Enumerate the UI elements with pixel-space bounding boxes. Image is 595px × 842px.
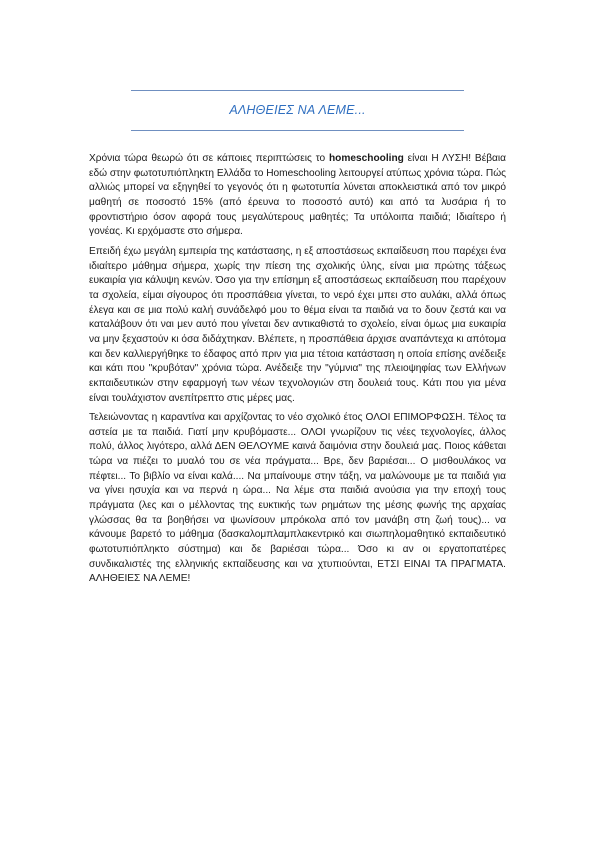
- paragraph-1-rest: είναι Η ΛΥΣΗ! Βέβαια εδώ στην φωτοτυπιόπληκτη Ελλάδα το Homeschooling λειτουργεί ατύπως χρόνια τώρα. Πώς αλλιώς μπορεί να εξηγηθεί το γεγονός ότι η φωτοτυπία λύνεται αποκλειστικά από τον μικρό μαθητή σε ποσοστό 15% (από έρευνα το ποσοστό αυτό) και από τα λυσάρια ή το φροντιστήριο όσον αφορά τους μεγαλύτερους μαθητές; Τα υπόλοιπα παιδιά; Ιδιαίτερο ή γονέας. Κι ερχόμαστε στο σήμερα.: [89, 153, 506, 238]
- paragraph-1: [89, 152, 506, 240]
- paragraph-1-start: Χρόνια τώρα θεωρώ ότι σε κάποιες περιπτώσεις το: [89, 153, 329, 164]
- paragraph-3: Τελειώνοντας η καραντίνα και αρχίζοντας το νέο σχολικό έτος ΟΛΟΙ ΕΠΙΜΟΡΦΩΣΗ. Τέλος τα αστεία με τα παιδιά. Γιατί μην κρυβόμαστε... ΟΛΟΙ γνωρίζουν τις νέες τεχνολογίες, άλλος πολύ, άλλος λιγότερο, αλλά ΔΕΝ ΘΕΛΟΥΜΕ καινά δαιμόνια στην δουλειά μας. Ποιος κάθεται τώρα να πιέζει το μυαλό του σε νέα πράγματα... Βρε, δεν βαριέσαι... Ο μισθουλάκος να πέφτει... Το βιβλίο να είναι καλά.... Να μπαίνουμε στην τάξη, να μαλώνουμε με τα παιδιά για να γίνει ησυχία και να περνά η ώρα... Να λέμε στα παιδιά ανούσια για την εποχή τους πράγματα (λες και ο μέλλοντας της ευκτικής των ρημάτων της μέσης φωνής της αρχαίας γλώσσας θα τα βοηθήσει να ψωνίσουν μπρόκολα από τον μανάβη στη ζωή τους)... να κάνουμε βαρετό το μάθημα (δασκαλομπλαμπλακεντρικό και σιωπηλομαθητικό εκπαιδευτικό φωτοτυπιόπληκτο σύστημα) και δε βαριέσαι τώρα... Όσο κι αν οι εργατοπατέρες συνδικαλιστές της ελληνικής εκπαίδευσης και να χτυπιούνται, ΕΤΣΙ ΕΙΝΑΙ ΤΑ ΠΡΑΓΜΑΤΑ. ΑΛΗΘΕΙΕΣ ΝΑ ΛΕΜΕ!: [89, 412, 506, 585]
- paragraph-2: Επειδή έχω μεγάλη εμπειρία της κατάστασης, η εξ αποστάσεως εκπαίδευση που παρέχει ένα ιδιαίτερο μάθημα σήμερα, χωρίς την πίεση της σχολικής ύλης, είναι μια πρώτης τάξεως ευκαιρία για κάλυψη κενών. Όσο για την επίσημη εξ αποστάσεως εκπαίδευση που παρέχουν τα σχολεία, είμαι σίγουρος ότι προσπάθεια γίνεται, το νερό έχει μπει στο αυλάκι, αλλά όπως έλεγα και σε μια πολύ καλή συνάδελφό μου το θέμα είναι τα παιδιά να το δουν ζεστά και να καταλάβουν ότι ναι μεν αυτό που γίνεται δεν αντικαθιστά το σχολείο, είναι όμως μια ευκαιρία να μην ξεχαστούν κι όσα διδάχτηκαν. Βλέπετε, η προσπάθεια άρχισε αναπάντεχα κι απότομα και δεν καλλιεργήθηκε το έδαφος από πριν για μια τέτοια κατάσταση η οποία επίσης ανέδειξε και κάτι που "κρυβόταν" χρόνια τώρα. Ανέδειξε την "γύμνια" της πλειοψηφίας των Ελλήνων εκπαιδευτικών στην εφαρμογή των νέων τεχνολογιών στη δουλειά τους. Κάτι που για μένα είναι τουλάχιστον ανεπίτρεπτο στις μέρες μας.: [89, 245, 506, 404]
- article-body: [89, 152, 506, 592]
- title-top-rule: [131, 90, 464, 91]
- title-bottom-rule: [131, 130, 464, 131]
- document-title: ΑΛΗΘΕΙΕΣ ΝΑ ΛΕΜΕ...: [229, 103, 366, 117]
- homeschooling-keyword: homeschooling: [329, 153, 404, 164]
